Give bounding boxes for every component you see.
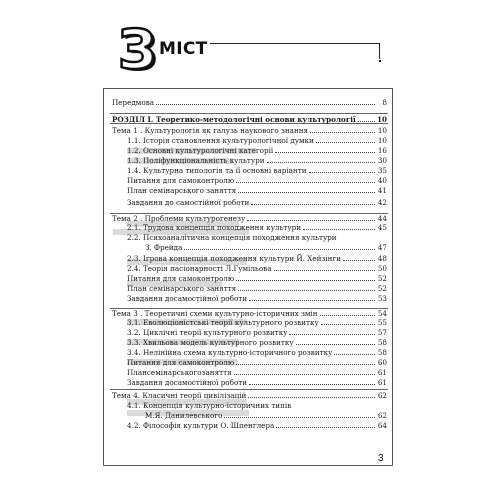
toc-entry-title: 2.3. Ігрова концепція походження культури Й. Хейзінги (127, 254, 342, 263)
toc-entry[interactable] (127, 186, 387, 195)
toc-entry-title: Тема 4. Класичні теорії цивілізацій (112, 391, 247, 400)
toc-entry-page: 10 (377, 136, 387, 145)
toc-entry-page: 8 (382, 98, 387, 107)
section-rule (110, 113, 388, 114)
dot-leader (275, 151, 375, 153)
dot-leader (238, 191, 375, 193)
section-rule (110, 389, 388, 390)
toc-entry-title: Питання для самоконтролю (127, 274, 235, 283)
toc-entry[interactable] (127, 176, 387, 185)
toc-entry[interactable] (127, 233, 387, 242)
toc-entry[interactable] (127, 284, 387, 293)
dot-leader (156, 103, 375, 105)
toc-entry-page: 58 (377, 338, 387, 347)
dot-leader (358, 120, 375, 122)
toc-entry-title: 3.2. Циклічні теорії культурного розвитку (127, 328, 288, 337)
toc-entry[interactable] (127, 378, 387, 387)
toc-entry-page: 44 (377, 214, 387, 223)
dot-leader (249, 299, 375, 301)
dot-leader (276, 426, 375, 428)
dot-leader (247, 219, 375, 221)
dot-leader (267, 161, 376, 163)
toc-entry-page: 16 (377, 146, 387, 155)
dot-leader (274, 269, 376, 271)
toc-entry-title: Тема 2 . Проблеми культурогенезу (112, 214, 246, 223)
toc-entry[interactable] (112, 214, 387, 223)
toc-entry[interactable] (112, 391, 387, 400)
dot-leader (321, 323, 375, 325)
toc-entry[interactable] (127, 264, 387, 273)
toc-entry[interactable] (127, 348, 387, 357)
dot-leader (316, 141, 375, 143)
toc-entry[interactable] (127, 166, 387, 175)
toc-entry-title: 3.3. Хвильова модель культурного розвитку (127, 338, 294, 347)
toc-entry-page: 62 (377, 411, 387, 420)
toc-entry-page: 40 (377, 176, 387, 185)
toc-entry[interactable] (127, 136, 387, 145)
toc-entry-title: 1.3. Поліфункціональність культури (127, 156, 265, 165)
toc-entry-page: 62 (377, 391, 387, 400)
toc-entry[interactable] (127, 294, 387, 303)
toc-entry[interactable] (145, 411, 387, 420)
toc-entry-page: 45 (377, 223, 387, 232)
toc-entry-page: 35 (377, 166, 387, 175)
toc-entry-title: З. Фрейда (145, 243, 183, 252)
toc-entry[interactable] (127, 421, 387, 430)
toc-entry-page: 60 (377, 358, 387, 367)
toc-entry-title: 4.2. Філософія культури О. Шпенглера (127, 421, 275, 430)
toc-entry-title: Плансемінарськогозаняття (127, 368, 232, 377)
toc-entry[interactable] (127, 274, 387, 283)
toc-entry[interactable] (127, 156, 387, 165)
dot-leader (334, 353, 375, 355)
dot-leader (249, 383, 375, 385)
toc-entry-title: М.Я. Данилевського (145, 411, 223, 420)
toc-entry-title: План семінарського заняття (127, 284, 237, 293)
toc-entry-title: Тема 3 . Теоретичні схеми культурно-історичних змін (112, 309, 318, 318)
toc-entry[interactable] (127, 328, 387, 337)
toc-entry-page: 54 (377, 309, 387, 318)
toc-entry-page: 52 (377, 284, 387, 293)
toc-entry-title: 3.4. Нелінійна схема культурно-історичного розвитку (127, 348, 333, 357)
toc-entry-title: 2.4. Теорія пасіонарності Л.Гумільова (127, 264, 272, 273)
toc-entry-page: 47 (377, 243, 387, 252)
heading-initial-letter: З (118, 18, 157, 81)
toc-entry-page: 64 (377, 421, 387, 430)
toc-entry-title: Завдання досамостійної роботи (127, 294, 248, 303)
toc-entry-page: 53 (377, 294, 387, 303)
dot-leader (310, 131, 375, 133)
toc-entry-title: РОЗДІЛ І. Теоретико-методологічні основи культурології (112, 115, 356, 124)
toc-entry[interactable] (127, 223, 387, 232)
toc-entry[interactable] (127, 368, 387, 377)
toc-entry-page: 30 (377, 156, 387, 165)
toc-entry[interactable] (112, 309, 387, 318)
toc-entry-title: 1.1. Історія становлення культурологічної думки (127, 136, 314, 145)
dot-leader (343, 259, 375, 261)
toc-entry-title: Питання для самоконтролю (127, 176, 235, 185)
toc-entry-title: Завдання досамостійної роботи (127, 378, 248, 387)
dot-leader (236, 363, 375, 365)
dot-leader (309, 171, 376, 173)
dot-leader (224, 416, 375, 418)
toc-entry[interactable] (112, 115, 387, 124)
toc-entry[interactable] (127, 338, 387, 347)
toc-entry-title: Питання для самоконтролю (127, 358, 235, 367)
toc-entry-page: 61 (377, 368, 387, 377)
toc-entry[interactable] (127, 401, 387, 410)
toc-entry[interactable] (145, 243, 387, 252)
toc-entry-page: 41 (377, 186, 387, 195)
dot-leader (234, 373, 375, 375)
dot-leader (238, 289, 375, 291)
toc-entry-title: Тема 1 . Культурологія як галузь наукового знання (112, 126, 309, 135)
toc-entry-title: Передмова (112, 98, 155, 107)
toc-entry-title: 3.1. Еволюціоністські теорії культурного розвитку (127, 318, 319, 327)
page-title: МІСТ (159, 39, 208, 59)
toc-entry-title: 2.1. Трудова концепція походження культури (127, 223, 301, 232)
toc-entry[interactable] (127, 318, 387, 327)
dot-leader (320, 314, 375, 316)
dot-leader (248, 396, 375, 398)
toc-entry-title: 1.4. Культурна типологія та її основні варіанти (127, 166, 307, 175)
toc-entry-page: 48 (377, 254, 387, 263)
dot-leader (303, 228, 375, 230)
toc-entry-title: 4.1. Концепція культурно-історичних типів (127, 401, 292, 410)
toc-entry-page: 58 (377, 348, 387, 357)
toc-entry-page: 10 (377, 126, 387, 135)
toc-entry[interactable] (112, 126, 387, 135)
dot-leader (251, 203, 375, 205)
toc-entry-title: Завдання до самостійної роботи (127, 198, 250, 207)
dot-leader (289, 333, 375, 335)
toc-entry-page: 61 (377, 378, 387, 387)
toc-entry[interactable] (127, 358, 387, 367)
toc-entry[interactable] (127, 146, 387, 155)
toc-entry-title: План семінарського заняття (127, 186, 237, 195)
toc-entry[interactable] (112, 98, 387, 107)
dot-leader (236, 279, 375, 281)
toc-entry-page: 52 (377, 274, 387, 283)
toc-entry-page: 55 (377, 318, 387, 327)
dot-leader (296, 343, 375, 345)
toc-entry[interactable] (127, 254, 387, 263)
toc-entry-page: 10 (376, 115, 387, 124)
page-number: 3 (378, 453, 384, 464)
toc-entry[interactable] (127, 198, 387, 207)
toc-entry-page: 57 (377, 328, 387, 337)
toc-entry-title: 1.2. Основні культурологічні категорії (127, 146, 274, 155)
toc-entry-page: 50 (377, 264, 387, 273)
dot-leader (184, 248, 375, 250)
toc-entry-page: 42 (377, 198, 387, 207)
dot-leader (236, 181, 375, 183)
toc-entry-title: 2.2. Психоаналітична концепція походження культури (127, 233, 337, 242)
